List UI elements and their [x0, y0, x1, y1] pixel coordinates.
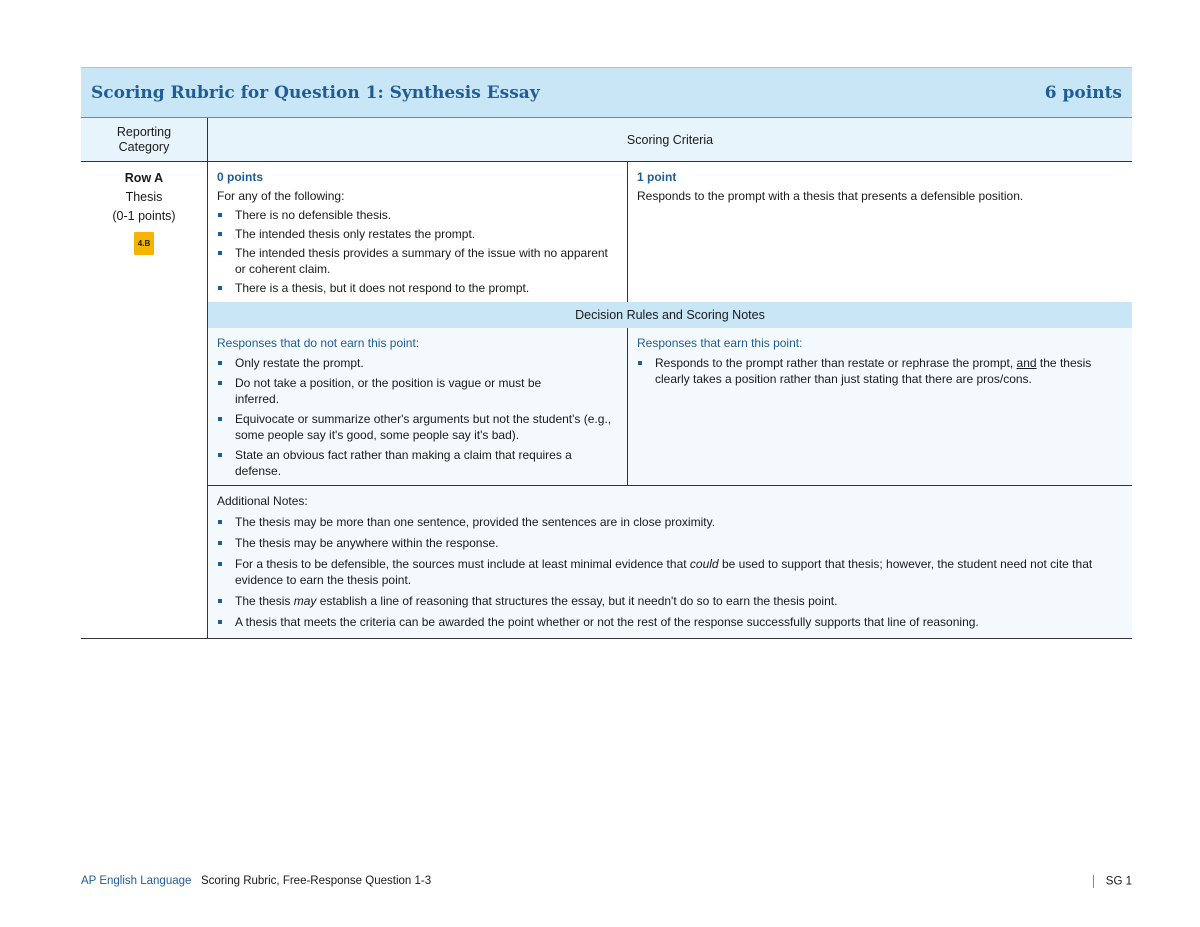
list-item: There is a thesis, but it does not respond to the prompt.: [217, 280, 617, 296]
one-point-cell: [628, 162, 1132, 302]
list-item: The thesis may be more than one sentence, provided the sentences are in close proximity.: [217, 514, 1122, 530]
rubric-title: Scoring Rubric for Question 1: Synthesis Essay: [91, 82, 540, 103]
additional-notes: [208, 486, 1132, 639]
list-item: A thesis that meets the criteria can be awarded the point whether or not the rest of the response successfully supports that line of reasoning.: [217, 614, 1122, 630]
list-item: The intended thesis provides a summary of the issue with no apparent or coherent claim.: [217, 245, 617, 277]
note4-a: The thesis: [235, 594, 291, 608]
additional-notes-heading: Additional Notes:: [217, 494, 308, 508]
footer-doc-title: Scoring Rubric, Free-Response Question 1-3: [201, 875, 432, 887]
list-item: The thesis may be anywhere within the response.: [217, 535, 1122, 551]
row-points: (0-1 points): [112, 209, 176, 223]
scoring-criteria-header: Scoring Criteria: [208, 118, 1132, 162]
decision-rules-header: Decision Rules and Scoring Notes: [208, 302, 1132, 328]
row-label: Thesis: [125, 190, 163, 204]
list-item: [217, 556, 1122, 588]
earn-cell: [628, 328, 1132, 485]
additional-notes-list: [217, 514, 1122, 630]
scoring-criteria-column: [208, 118, 1132, 639]
footer-divider: [1093, 875, 1094, 888]
list-item: Only restate the prompt.: [217, 355, 617, 371]
zero-points-cell: [208, 162, 628, 302]
list-item: Do not take a position, or the position is vague or must be inferred.: [217, 375, 617, 407]
title-bar: [81, 67, 1132, 118]
not-earn-list: [217, 355, 617, 479]
list-item: There is no defensible thesis.: [217, 207, 617, 223]
one-point-heading: 1 point: [637, 170, 677, 184]
list-item: [217, 593, 1122, 609]
earn-text-b: the thesis clearly takes a position rather than just stating that there are pros/cons.: [655, 356, 1092, 386]
zero-points-intro: For any of the following:: [217, 189, 345, 203]
page-footer: [81, 875, 1132, 888]
zero-points-heading: 0 points: [217, 170, 264, 184]
note3-a: For a thesis to be defensible, the sources must include at least minimal evidence that: [235, 557, 687, 571]
not-earn-heading: Responses that do not earn this point:: [217, 336, 420, 350]
not-earn-cell: [208, 328, 628, 485]
row-name: Row A: [124, 171, 164, 185]
row-a-info: [81, 162, 207, 255]
note4-b: establish a line of reasoning that structures the essay, but it needn't do so to earn the thesis point.: [319, 594, 838, 608]
note4-em: may: [293, 594, 317, 608]
note3-em: could: [689, 557, 719, 571]
reporting-category-header: Reporting Category: [81, 118, 207, 162]
decision-rules-row: [208, 328, 1132, 486]
rubric-table: [81, 67, 1132, 639]
note3-b: be used to support that thesis; however, the student need not cite that evidence to earn the thesis point.: [235, 557, 1093, 587]
list-item: The intended thesis only restates the prompt.: [217, 226, 617, 242]
list-item: Equivocate or summarize other's arguments but not the student's (e.g., some people say it's good, some people say it's bad).: [217, 411, 617, 443]
list-item: State an obvious fact rather than making a claim that requires a defense.: [217, 447, 617, 479]
earn-list: [637, 355, 1122, 387]
earn-heading: Responses that earn this point:: [637, 336, 803, 350]
page-number: SG 1: [1105, 875, 1132, 888]
skill-badge: 4.B: [134, 232, 154, 255]
total-points: 6 points: [1044, 82, 1122, 103]
reporting-category-column: [81, 118, 208, 639]
earn-text-and: and: [1016, 356, 1037, 370]
footer-course: AP English Language: [81, 875, 192, 887]
zero-points-list: [217, 207, 617, 296]
criteria-row: [208, 162, 1132, 302]
list-item: [637, 355, 1122, 387]
one-point-text: Responds to the prompt with a thesis that presents a defensible position.: [637, 189, 1024, 203]
earn-text-a: Responds to the prompt rather than restate or rephrase the prompt,: [655, 356, 1014, 370]
